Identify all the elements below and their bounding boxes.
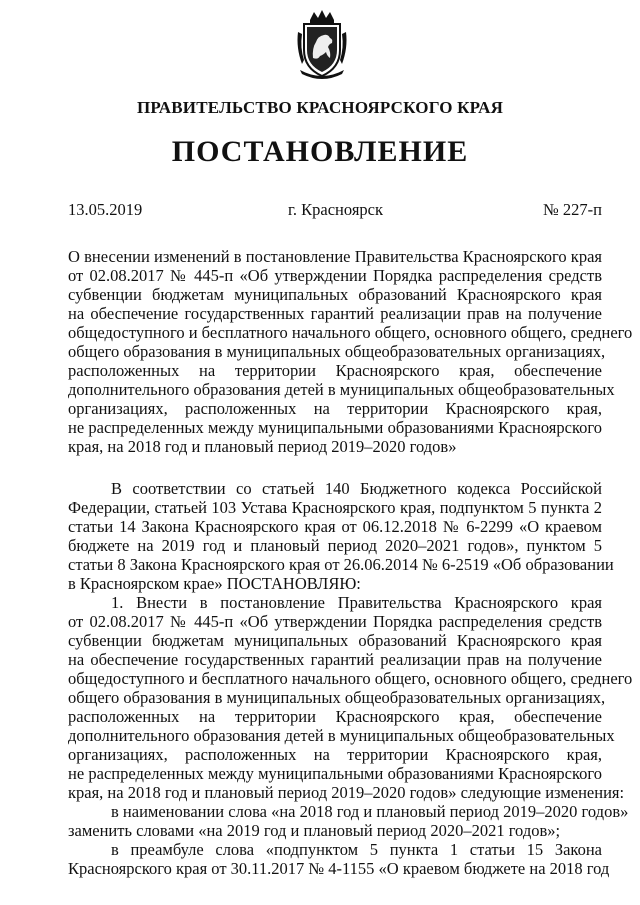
body-line: расположенных на территории Красноярского края, обеспечение xyxy=(68,707,602,726)
subject-line: дополнительного образования детей в муниципальных общеобразовательных xyxy=(68,380,615,399)
body-line: на обеспечение государственных гарантий реализации прав на получение xyxy=(68,650,602,669)
body-line: статьи 14 Закона Красноярского края от 06.12.2018 № 6-2299 «О краевом xyxy=(68,517,602,536)
body-line: в наименовании слова «на 2018 год и плановый период 2019–2020 годов» xyxy=(111,802,629,821)
body-line: общего образования в муниципальных общеобразовательных организациях, xyxy=(68,688,606,707)
subject-line: от 02.08.2017 № 445-п «Об утверждении Порядка распределения средств xyxy=(68,266,602,285)
subject-line: края, на 2018 год и плановый период 2019–2020 годов» xyxy=(68,437,457,456)
body-line: общедоступного и бесплатного начального общего, основного общего, среднего xyxy=(68,669,633,688)
body-line: дополнительного образования детей в муниципальных общеобразовательных xyxy=(68,726,615,745)
document-body xyxy=(68,479,633,878)
body-line: Красноярского края от 30.11.2017 № 4-1155 «О краевом бюджете на 2018 год xyxy=(68,859,610,878)
document-number: № 227-п xyxy=(543,200,602,219)
body-line: в преамбуле слова «подпунктом 5 пункта 1 статьи 15 Закона xyxy=(111,840,602,859)
subject-line: общедоступного и бесплатного начального общего, основного общего, среднего xyxy=(68,323,633,342)
document-subject xyxy=(68,247,633,456)
body-line: В соответствии со статьей 140 Бюджетного кодекса Российской xyxy=(111,479,602,498)
document-type-title: ПОСТАНОВЛЕНИЕ xyxy=(171,135,469,168)
body-line: не распределенных между муниципальными образованиями Красноярского xyxy=(68,764,602,783)
government-title: ПРАВИТЕЛЬСТВО КРАСНОЯРСКОГО КРАЯ xyxy=(136,98,504,117)
body-line: субвенции бюджетам муниципальных образований Красноярского края xyxy=(68,631,602,650)
document-city: г. Красноярск xyxy=(288,200,384,219)
coat-of-arms-icon xyxy=(296,8,348,80)
subject-line: О внесении изменений в постановление Правительства Красноярского края xyxy=(68,247,602,266)
subject-line: не распределенных между муниципальными образованиями Красноярского xyxy=(68,418,602,437)
body-line: Федерации, статьей 103 Устава Красноярского края, подпунктом 5 пункта 2 xyxy=(68,498,602,517)
body-line: края, на 2018 год и плановый период 2019–2020 годов» следующие изменения: xyxy=(68,783,625,802)
subject-line: субвенции бюджетам муниципальных образований Красноярского края xyxy=(68,285,602,304)
subject-line: расположенных на территории Красноярского края, обеспечение xyxy=(68,361,602,380)
document-meta-row xyxy=(68,200,602,224)
subject-line: на обеспечение государственных гарантий реализации прав на получение xyxy=(68,304,602,323)
subject-line: общего образования в муниципальных общеобразовательных организациях, xyxy=(68,342,606,361)
body-line: заменить словами «на 2019 год и плановый период 2020–2021 годов»; xyxy=(68,821,561,840)
body-line: от 02.08.2017 № 445-п «Об утверждении Порядка распределения средств xyxy=(68,612,602,631)
body-line: бюджете на 2019 год и плановый период 2020–2021 годов», пунктом 5 xyxy=(68,536,602,555)
subject-line: организациях, расположенных на территории Красноярского края, xyxy=(68,399,602,418)
body-line: 1. Внести в постановление Правительства Красноярского края xyxy=(111,593,602,612)
body-line: статьи 8 Закона Красноярского края от 26.06.2014 № 6-2519 «Об образовании xyxy=(68,555,614,574)
body-line: организациях, расположенных на территории Красноярского края, xyxy=(68,745,602,764)
document-date: 13.05.2019 xyxy=(68,200,143,219)
body-line: в Красноярском крае» ПОСТАНОВЛЯЮ: xyxy=(68,574,361,593)
